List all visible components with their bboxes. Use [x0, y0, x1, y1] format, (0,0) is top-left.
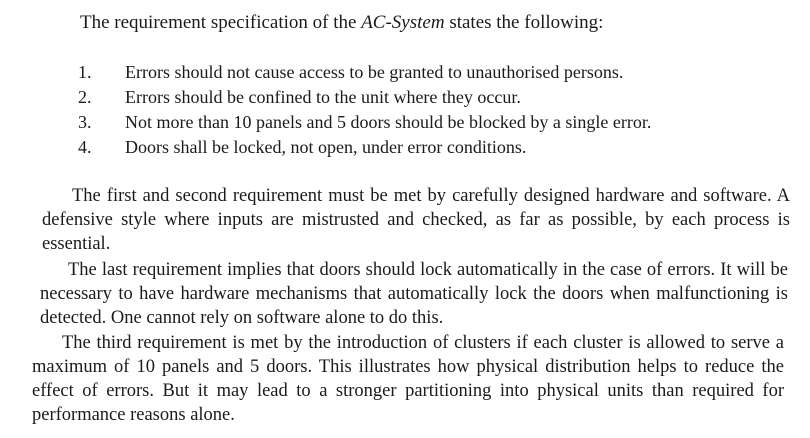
paragraph-last-requirement: The last requirement implies that doors should lock automatically in the case of errors. It will be necessary to have hardware mechanisms that automatically lock the doors when malfunctioning is detected. One cannot rely on software alone to do this.: [40, 260, 788, 328]
intro-before: The requirement specification of the: [80, 12, 362, 33]
requirement-number: 2.: [78, 87, 92, 107]
requirement-item: [78, 85, 778, 110]
requirement-item: [78, 135, 778, 160]
paragraph-first-second-requirement: The first and second requirement must be met by carefully designed hardware and software. A defensive style where inputs are mistrusted and checked, as far as possible, by each process is essential.: [42, 186, 790, 254]
requirement-text: Errors should not cause access to be granted to unauthorised persons.: [125, 62, 624, 82]
requirement-item: [78, 60, 778, 85]
system-name: AC-System: [361, 12, 445, 33]
requirement-number: 1.: [78, 62, 92, 82]
requirement-text: Not more than 10 panels and 5 doors should be blocked by a single error.: [125, 112, 652, 132]
requirements-list: [78, 60, 778, 160]
requirement-number: 4.: [78, 137, 92, 157]
paragraph-third-requirement: The third requirement is met by the introduction of clusters if each cluster is allowed to serve a maximum of 10 panels and 5 doors. This illustrates how physical distribution helps to reduce the effect of errors. But it may lead to a stronger partitioning into physical units than required for performance reasons alone.: [32, 333, 784, 425]
requirement-text: Doors shall be locked, not open, under error conditions.: [125, 137, 527, 157]
intro-sentence: [80, 11, 603, 35]
requirement-item: [78, 110, 778, 135]
requirement-text: Errors should be confined to the unit where they occur.: [125, 87, 521, 107]
intro-after: states the following:: [444, 12, 604, 33]
requirement-number: 3.: [78, 112, 92, 132]
